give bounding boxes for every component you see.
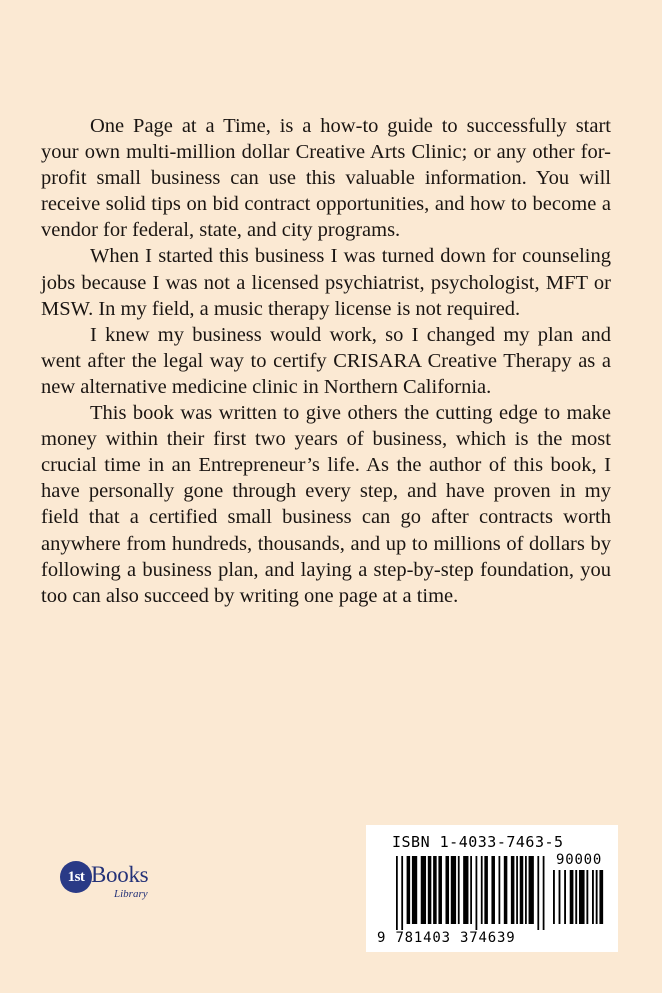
ean-barcode-bars bbox=[396, 856, 548, 930]
barcode-bar bbox=[484, 856, 488, 924]
ean-digits: 9 781403 374639 bbox=[377, 930, 516, 946]
barcode-bar bbox=[529, 856, 534, 924]
barcode-bar bbox=[559, 870, 561, 924]
blurb-paragraph-1: One Page at a Time, is a how-to guide to successfully start your own multi-million dollar Creative Arts Clinic; or any other for-profit small business can use this valuable information. You will receive solid tips on bid contract opportunities, and how to become a vendor for federal, state, and city programs. bbox=[41, 115, 611, 242]
barcode-bar bbox=[445, 856, 449, 924]
publisher-name: Books bbox=[91, 862, 149, 887]
barcode-bar bbox=[421, 856, 426, 924]
barcode-bar bbox=[579, 870, 585, 924]
barcode-bar bbox=[463, 856, 468, 924]
barcode-bar bbox=[592, 870, 594, 924]
barcode-bar bbox=[570, 870, 574, 924]
blurb-paragraph-3: I knew my business would work, so I changed my plan and went after the legal way to certify CRISARA Creative Therapy as a new alternative medicine clinic in Northern California. bbox=[41, 323, 611, 398]
barcode-bar bbox=[520, 856, 524, 924]
barcode-bar bbox=[599, 870, 603, 924]
isbn-label: ISBN 1-4033-7463-5 bbox=[392, 833, 564, 851]
barcode-bar bbox=[564, 870, 566, 924]
barcode-bar bbox=[458, 856, 460, 924]
blurb-paragraph-4: This book was written to give others the cutting edge to make money within their first two years of business, which is the most crucial time in an Entrepreneur’s life. As the author of this book, I have personally gone through every step, and have proven in my field that a certified small business can go after contracts worth anywhere from hundreds, thousands, and up to millions of dollars by following a business plan, and laying a step-by-step foundation, you too can also succeed by writing one page at a time. bbox=[41, 402, 611, 607]
barcode-bar bbox=[481, 856, 483, 924]
barcode-bar bbox=[504, 856, 508, 924]
barcode-bar bbox=[511, 856, 515, 924]
isbn-barcode bbox=[366, 825, 618, 952]
barcode-bar bbox=[553, 870, 555, 924]
barcode-bar bbox=[412, 856, 417, 924]
barcode-bar bbox=[491, 856, 495, 924]
barcode-bar bbox=[575, 870, 577, 924]
barcode-bar bbox=[396, 856, 398, 930]
barcode-bar bbox=[596, 870, 598, 924]
barcode-bar bbox=[470, 856, 472, 924]
barcode-bar bbox=[428, 856, 432, 924]
barcode-bar bbox=[543, 856, 545, 930]
publisher-subtitle: Library bbox=[114, 888, 148, 900]
barcode-bar bbox=[433, 856, 437, 924]
barcode-bar bbox=[586, 870, 588, 924]
publisher-logo-mark: 1st bbox=[60, 861, 92, 893]
barcode-bar bbox=[407, 856, 411, 924]
barcode-bar bbox=[451, 856, 456, 924]
blurb-paragraph-2: When I started this business I was turned down for counseling jobs because I was not a licensed psychiatrist, psychologist, MFT or MSW. In my field, a music therapy license is not required. bbox=[41, 245, 611, 320]
price-addon-digits: 90000 bbox=[556, 852, 603, 868]
barcode-bar bbox=[537, 856, 539, 930]
barcode-bar bbox=[438, 856, 442, 924]
barcode-bar bbox=[476, 856, 478, 930]
barcode-bar bbox=[401, 856, 403, 930]
publisher-logo bbox=[60, 858, 170, 908]
barcode-bar bbox=[516, 856, 518, 924]
barcode-bar bbox=[499, 856, 501, 924]
addon-barcode-bars bbox=[553, 870, 605, 930]
barcode-bar bbox=[525, 856, 527, 924]
blurb-text bbox=[41, 113, 611, 609]
